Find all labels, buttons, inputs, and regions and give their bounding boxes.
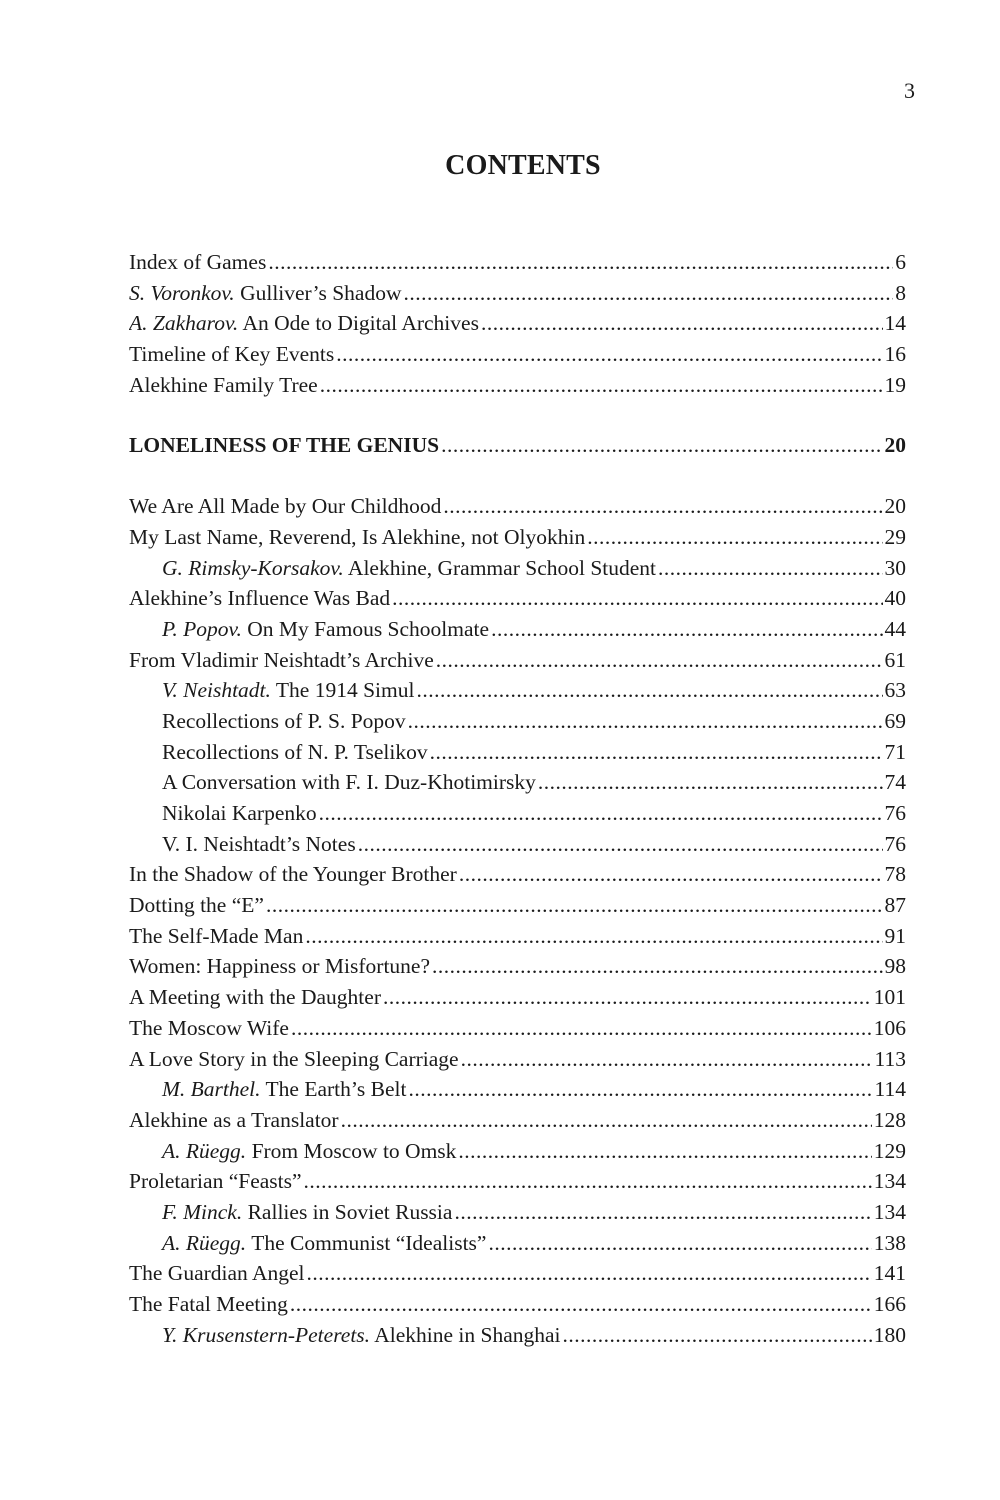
toc-entry-title: Women: Happiness or Misfortune?: [129, 954, 430, 979]
toc-entry-page: 76: [884, 801, 906, 825]
toc-entry: [129, 1320, 906, 1351]
toc-entry-author: M. Barthel.: [162, 1077, 261, 1102]
toc-entry: [129, 1228, 906, 1259]
toc-entry-page: 166: [873, 1292, 906, 1316]
toc-entry-title: The Communist “Idealists”: [251, 1230, 487, 1255]
toc-entry-title: Alekhine, Grammar School Student: [347, 555, 657, 580]
toc-entry-title: Alekhine’s Influence Was Bad: [129, 586, 391, 611]
dot-leader: [392, 583, 882, 614]
dot-leader: [488, 1228, 871, 1259]
toc-entry-title: An Ode to Digital Archives: [242, 311, 479, 336]
toc-entry-label: [162, 829, 356, 860]
dot-leader: [441, 430, 882, 461]
toc-entry: [129, 890, 906, 921]
table-of-contents: [129, 247, 906, 1350]
toc-entry-title: Index of Games: [129, 250, 267, 274]
toc-entry-title: Rallies in Soviet Russia: [247, 1199, 453, 1224]
toc-entry-page: 30: [884, 555, 906, 580]
toc-entry-title: The Moscow Wife: [129, 1015, 289, 1040]
dot-leader: [291, 1013, 872, 1044]
toc-entry-page: 87: [884, 893, 906, 918]
toc-entry-page: 20: [884, 433, 906, 458]
toc-entry: [129, 921, 906, 952]
dot-leader: [443, 491, 882, 522]
toc-entry-title: From Vladimir Neishtadt’s Archive: [129, 647, 434, 672]
toc-entry-page: 8: [895, 280, 906, 305]
toc-entry-page: 14: [884, 311, 906, 336]
dot-leader: [538, 767, 883, 798]
toc-entry-title: V. I. Neishtadt’s Notes: [162, 831, 356, 856]
toc-entry-label: [129, 1289, 288, 1320]
dot-leader: [304, 1166, 872, 1197]
toc-entry: [129, 491, 906, 522]
toc-entry-label: [129, 1166, 302, 1197]
toc-entry: [129, 767, 906, 798]
toc-entry-author: A. Zakharov.: [129, 311, 239, 336]
toc-entry-label: [162, 737, 428, 768]
toc-entry-author: A. Rüegg.: [162, 1230, 247, 1255]
dot-leader: [307, 1258, 872, 1289]
toc-section-heading: [129, 430, 906, 461]
toc-entry: [129, 675, 906, 706]
toc-entry-title: Recollections of P. S. Popov: [162, 708, 406, 733]
toc-entry-label: [162, 1136, 456, 1167]
dot-leader: [290, 1289, 872, 1320]
toc-entry-label: [129, 859, 457, 890]
dot-leader: [268, 247, 893, 278]
toc-entry-page: 113: [874, 1046, 906, 1071]
toc-entry: [129, 614, 906, 645]
dot-leader: [459, 859, 883, 890]
toc-entry: [129, 1074, 906, 1105]
dot-leader: [454, 1197, 871, 1228]
toc-entry-page: 69: [884, 708, 906, 733]
toc-entry: [129, 859, 906, 890]
toc-entry-label: [129, 430, 439, 461]
toc-entry: [129, 829, 906, 860]
toc-entry: [129, 522, 906, 553]
toc-entry-title: Alekhine as a Translator: [129, 1107, 339, 1132]
toc-entry: [129, 1289, 906, 1320]
toc-entry-page: 128: [873, 1107, 906, 1132]
toc-entry-label: [129, 308, 479, 339]
dot-leader: [658, 553, 882, 584]
toc-entry: [129, 1258, 906, 1289]
toc-entry-author: G. Rimsky-Korsakov.: [162, 555, 344, 580]
dot-leader: [461, 1044, 873, 1075]
toc-entry-label: [129, 951, 430, 982]
toc-entry: [129, 370, 906, 401]
toc-entry-page: 141: [873, 1261, 906, 1286]
toc-entry-label: [129, 1105, 339, 1136]
toc-entry-page: 76: [884, 831, 906, 856]
toc-entry: [129, 1197, 906, 1228]
toc-entry: [129, 278, 906, 309]
toc-entry-page: 40: [884, 586, 906, 611]
toc-entry-label: [162, 1228, 486, 1259]
toc-entry: [129, 645, 906, 676]
toc-entry-title: The Self-Made Man: [129, 923, 304, 948]
dot-leader: [404, 278, 894, 309]
dot-leader: [341, 1105, 872, 1136]
toc-entry-label: [129, 522, 585, 553]
toc-entry: [129, 798, 906, 829]
toc-entry-page: 44: [884, 616, 906, 641]
toc-entry-label: [162, 767, 536, 798]
toc-entry-label: [162, 675, 414, 706]
toc-entry-label: [162, 553, 656, 584]
toc-entry-author: A. Rüegg.: [162, 1138, 247, 1163]
toc-entry-label: [129, 1258, 305, 1289]
toc-entry-page: 61: [884, 647, 906, 672]
page-number: 3: [904, 78, 915, 103]
toc-entry-title: Recollections of N. P. Tselikov: [162, 739, 428, 764]
toc-entry-title: Dotting the “E”: [129, 893, 264, 918]
dot-leader: [491, 614, 882, 645]
toc-entry: [129, 737, 906, 768]
toc-entry-label: [162, 1197, 452, 1228]
toc-entry: [129, 308, 906, 339]
toc-entry-label: [162, 1074, 406, 1105]
dot-leader: [416, 675, 882, 706]
toc-entry: [129, 583, 906, 614]
toc-entry-page: 74: [884, 770, 906, 795]
toc-entry-page: 16: [884, 342, 906, 367]
dot-leader: [320, 370, 883, 401]
dot-leader: [408, 706, 883, 737]
toc-entry-page: 134: [873, 1199, 906, 1224]
toc-entry-title: A Conversation with F. I. Duz-Khotimirsky: [162, 770, 536, 795]
dot-leader: [408, 1074, 872, 1105]
toc-entry-title: We Are All Made by Our Childhood: [129, 494, 442, 519]
toc-entry-page: 129: [873, 1138, 906, 1163]
toc-entry-title: The 1914 Simul: [275, 678, 415, 703]
dot-leader: [430, 737, 883, 768]
toc-entry: [129, 339, 906, 370]
toc-entry: [129, 1166, 906, 1197]
toc-entry-title: Nikolai Karpenko: [162, 801, 317, 825]
toc-entry-title: On My Famous Schoolmate: [247, 616, 490, 641]
toc-entry-page: 98: [884, 954, 906, 979]
dot-leader: [336, 339, 882, 370]
toc-entry-label: [129, 1013, 289, 1044]
toc-entry: [129, 982, 906, 1013]
toc-entry-title: A Love Story in the Sleeping Carriage: [129, 1046, 459, 1071]
toc-entry-label: [129, 583, 390, 614]
toc-entry-author: Y. Krusenstern-Peterets.: [162, 1322, 371, 1347]
toc-entry-title: Alekhine Family Tree: [129, 372, 318, 397]
toc-entry-label: [129, 247, 266, 278]
toc-entry-page: 78: [884, 862, 906, 887]
toc-entry-author: V. Neishtadt.: [162, 678, 271, 703]
toc-entry-label: [129, 278, 402, 309]
toc-entry-title: Alekhine in Shanghai: [374, 1322, 561, 1347]
toc-entry-page: 63: [884, 678, 906, 703]
dot-leader: [563, 1320, 872, 1351]
toc-entry-label: [162, 798, 317, 829]
toc-entry-title: The Earth’s Belt: [265, 1077, 407, 1102]
toc-entry-title: Gulliver’s Shadow: [240, 280, 402, 305]
toc-entry-label: [129, 921, 303, 952]
toc-entry-title: A Meeting with the Daughter: [129, 985, 381, 1010]
dot-leader: [383, 982, 872, 1013]
toc-entry-title: From Moscow to Omsk: [251, 1138, 457, 1163]
toc-entry-title: Proletarian “Feasts”: [129, 1169, 302, 1194]
toc-entry-page: 6: [895, 250, 906, 274]
toc-entry-page: 138: [873, 1230, 906, 1255]
toc-entry-title: In the Shadow of the Younger Brother: [129, 862, 457, 887]
toc-entry-label: [129, 370, 318, 401]
dot-leader: [358, 829, 883, 860]
toc-entry-page: 106: [873, 1015, 906, 1040]
toc-entry-page: 19: [884, 372, 906, 397]
toc-entry-author: P. Popov.: [162, 616, 242, 641]
toc-entry-page: 101: [873, 985, 906, 1010]
page-title: CONTENTS: [445, 150, 601, 181]
toc-entry-title: The Fatal Meeting: [129, 1292, 288, 1316]
toc-entry: [129, 553, 906, 584]
dot-leader: [266, 890, 883, 921]
toc-entry-page: 180: [873, 1322, 906, 1347]
toc-entry-author: S. Voronkov.: [129, 280, 235, 305]
toc-entry: [129, 1136, 906, 1167]
dot-leader: [458, 1136, 871, 1167]
toc-entry: [129, 1105, 906, 1136]
toc-entry-label: [162, 614, 489, 645]
toc-entry: [129, 951, 906, 982]
toc-entry: [129, 1013, 906, 1044]
dot-leader: [319, 798, 883, 829]
dot-leader: [305, 921, 882, 952]
toc-entry-title: Timeline of Key Events: [129, 342, 335, 367]
toc-entry-page: 20: [884, 494, 906, 519]
toc-entry-label: [162, 1320, 561, 1351]
toc-entry-title: LONELINESS OF THE GENIUS: [129, 433, 440, 458]
toc-entry-title: The Guardian Angel: [129, 1261, 305, 1286]
toc-entry-label: [129, 491, 441, 522]
dot-leader: [432, 951, 883, 982]
toc-entry-label: [129, 982, 381, 1013]
toc-entry: [129, 247, 906, 278]
dot-leader: [587, 522, 882, 553]
toc-entry-label: [129, 890, 264, 921]
toc-entry-label: [162, 706, 406, 737]
dot-leader: [436, 645, 883, 676]
toc-entry-page: 91: [884, 923, 906, 948]
toc-entry-label: [129, 645, 434, 676]
toc-entry-label: [129, 339, 334, 370]
toc-entry-author: F. Minck.: [162, 1199, 243, 1224]
toc-entry-page: 134: [873, 1169, 906, 1194]
toc-entry-page: 29: [884, 524, 906, 549]
toc-entry-page: 71: [884, 739, 906, 764]
toc-entry-title: My Last Name, Reverend, Is Alekhine, not Olyokhin: [129, 524, 586, 549]
toc-entry-page: 114: [874, 1077, 906, 1102]
toc-entry-label: [129, 1044, 459, 1075]
toc-entry: [129, 1044, 906, 1075]
toc-entry: [129, 706, 906, 737]
dot-leader: [481, 308, 883, 339]
